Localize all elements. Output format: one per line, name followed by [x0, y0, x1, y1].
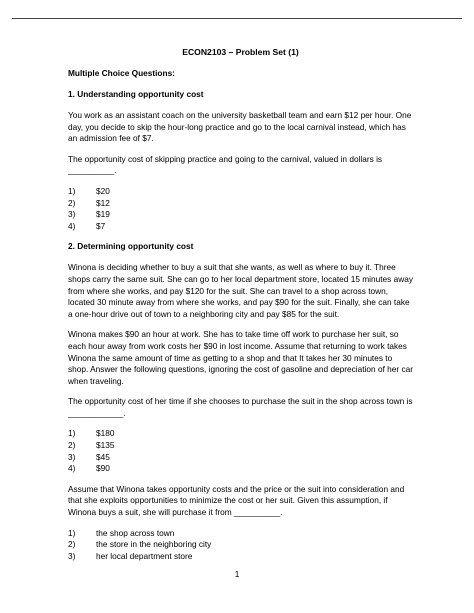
choice-number: 1) [68, 527, 76, 538]
choice-item [68, 440, 413, 452]
choice-text: her local department store [96, 550, 193, 561]
document-title: ECON2103 – Problem Set (1) [182, 47, 299, 57]
page-number: 1 [234, 569, 240, 579]
choice-item [68, 539, 413, 551]
choice-item [68, 198, 413, 210]
choice-item [68, 428, 413, 440]
question-1-choices [68, 186, 413, 232]
question-2-paragraph-4: Assume that Winona takes opportunity costs and the price or the suit into consideration and that she exploits opportunities to minimize the cost or her suit. Given this assumption, if Winona buys a suit, she will purchase it from __________. [68, 483, 405, 518]
choice-number: 1) [68, 185, 76, 196]
choice-text: the shop across town [96, 527, 175, 538]
document-body [68, 47, 413, 571]
choice-number: 3) [68, 550, 76, 561]
choice-item [68, 209, 413, 221]
choice-item [68, 463, 413, 475]
choice-text: $12 [96, 197, 110, 208]
question-2-paragraph-2: Winona makes $90 an hour at work. She has to take time off work to purchase her suit, so each hour away from work costs her $90 in lost income. Assume that returning to work takes Winona the same amount of time as getting to a shop and that It takes her 30 minutes to shop. Answer the following questions, ignoring the cost of gasoline and depreciation of her car when traveling. [68, 329, 413, 386]
choice-item [68, 186, 413, 198]
choice-number: 2) [68, 440, 76, 451]
choice-text: $90 [96, 463, 110, 474]
choice-number: 1) [68, 428, 76, 439]
question-2-heading: 2. Determining opportunity cost [68, 241, 194, 252]
choice-item [68, 528, 413, 540]
choice-number: 2) [68, 197, 76, 208]
choice-number: 2) [68, 539, 76, 550]
question-1-heading: 1. Understanding opportunity cost [68, 89, 204, 99]
choice-item [68, 221, 413, 233]
choice-text: $45 [96, 451, 110, 462]
choice-text: $135 [96, 440, 115, 451]
choice-text: $7 [96, 220, 106, 231]
question-2b-choices [68, 528, 413, 563]
question-2a-choices [68, 428, 413, 474]
choice-number: 4) [68, 463, 76, 474]
choice-text: $180 [96, 428, 115, 439]
choice-number: 4) [68, 220, 76, 231]
question-1-paragraph-1: You work as an assistant coach on the university basketball team and earn $12 per hour. One day, you decide to skip the hour-long practice and go to the local carnival instead, which has an admission fee of $7. [68, 110, 412, 144]
header-rule [12, 18, 462, 19]
choice-item [68, 551, 413, 563]
choice-text: $20 [96, 185, 110, 196]
question-2-paragraph-1: Winona is deciding whether to buy a suit that she wants, as well as where to buy it. Three shops carry the same suit. She can go to her local department store, located 15 minutes away from where she works, and pay $120 for the suit. She can travel to a shop across town, located 30 minute away from where she works, and pay $90 for the suit. Finally, she can take a one-hour drive out of town to a neighboring city and pay $85 for the suit. [68, 262, 413, 319]
choice-text: the store in the neighboring city [96, 539, 212, 550]
choice-number: 3) [68, 451, 76, 462]
choice-item [68, 452, 413, 464]
choice-number: 3) [68, 209, 76, 220]
section-heading: Multiple Choice Questions: [68, 68, 175, 78]
question-1-paragraph-2: The opportunity cost of skipping practice and going to the carnival, valued in dollars is __________. [68, 153, 383, 176]
choice-text: $19 [96, 209, 110, 220]
question-2-paragraph-3: The opportunity cost of her time if she chooses to purchase the suit in the shop across town is ____________. [68, 396, 413, 418]
